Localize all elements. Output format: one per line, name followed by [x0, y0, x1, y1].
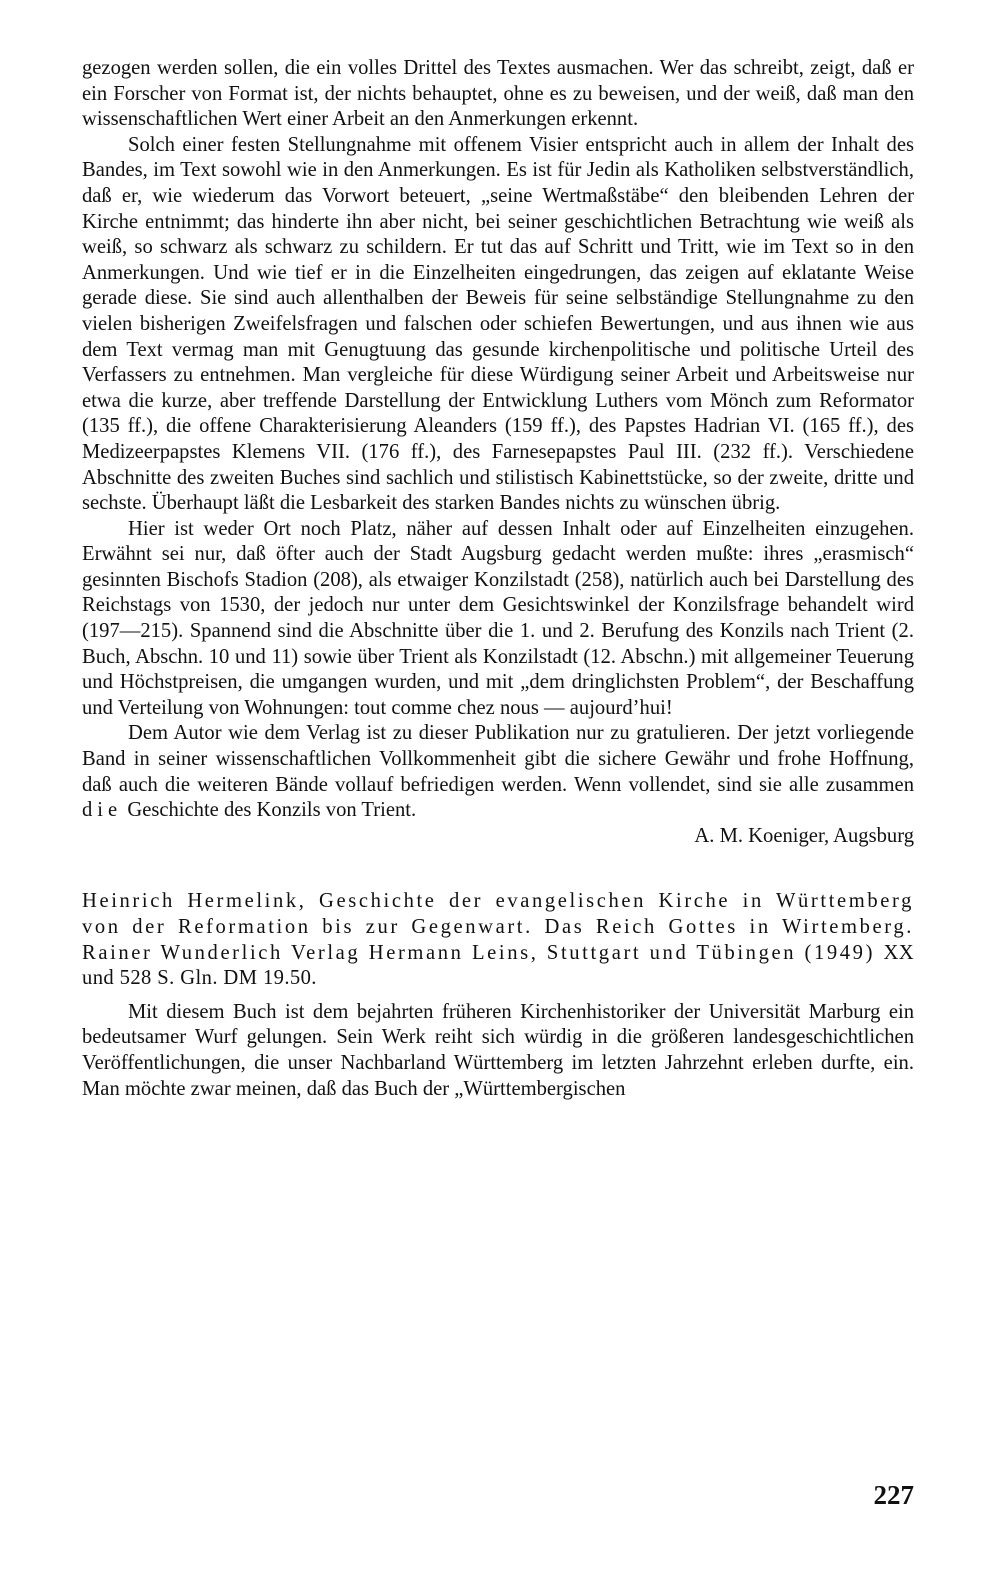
page-number: 227 [873, 1480, 914, 1510]
paragraph-text: Dem Autor wie dem Verlag ist zu dieser Publikation nur zu gratulieren. Der jetzt vorliegende Band in seiner wissenschaftlichen Vollkommenheit gibt die sichere Gewähr und frohe Hoffnung, daß auch die weiteren Bände vollauf befriedigen werden. Wenn vollendet, sind sie alle zusammen [82, 722, 914, 796]
book-citation-heading [82, 889, 914, 991]
citation-title: Heinrich Hermelink, Geschichte der evangelischen Kirche in Württemberg von der Reformation bis zur Gegenwart. Das Reich Gottes in Wirtemberg. Rainer Wunderlich Verlag Hermann Leins, Stuttgart und Tübingen (1949) [82, 890, 914, 964]
review-paragraph-4 [82, 721, 914, 823]
review-paragraph-3: Hier ist weder Ort noch Platz, näher auf dessen Inhalt oder auf Einzelheiten einzugehen. Erwähnt sei nur, daß öfter auch der Stadt Augsburg gedacht werden mußte: ihres „erasmisch“ gesinnten Bischofs Stadion (208), als etwaiger Konzilstadt (258), natürlich auch bei Darstellung des Reichstags von 1530, der jedoch nur unter dem Gesichtswinkel der Konzilsfrage behandelt wird (197—215). Spannend sind die Abschnitte über die 1. und 2. Berufung des Konzils nach Trient (2. Buch, Abschn. 10 und 11) sowie über Trient als Konzilstadt (12. Abschn.) mit allgemeiner Teuerung und Höchstpreisen, die umgangen wurden, und mit „dem dringlichsten Problem“, der Beschaffung und Verteilung von Wohnungen: tout comme chez nous — aujourd’hui! [82, 517, 914, 719]
citation-meta: XX und 528 S. Gln. DM 19.50. [82, 941, 914, 990]
review-paragraph-2: Solch einer festen Stellungnahme mit offenem Visier entspricht auch in allem der Inhalt des Bandes, im Text sowohl wie in den Anmerkungen. Es ist für Jedin als Katholiken selbstverständlich, daß er, wie wiederum das Vorwort beteuert, „seine Wertmaßstäbe“ den bleibenden Lehren der Kirche entnimmt; das hinderte ihn aber nicht, bei seiner geschichtlichen Betrachtung wie weiß als weiß, so schwarz als schwarz zu schildern. Er tut das auf Schritt und Tritt, wie im Text so in den Anmerkungen. Und wie tief er in die Einzelheiten eingedrungen, das zeigen auf eklatante Weise gerade diese. Sie sind auch allenthalben der Beweis für seine selbständige Stellungnahme zu den vielen bisherigen Zweifelsfragen und falschen oder schiefen Bewertungen, und aus ihnen wie aus dem Text vermag man mit Genugtuung das gesunde kirchenpolitische und politische Urteil des Verfassers zu entnehmen. Man vergleiche für diese Würdigung seiner Arbeit und Arbeitsweise nur etwa die kurze, aber treffende Darstellung der Entwicklung Luthers vom Mönch zum Reformator (135 ff.), die offene Charakterisierung Aleanders (159 ff.), des Papstes Hadrian VI. (165 ff.), des Medizeerpapstes Klemens VII. (176 ff.), des Farnesepapstes Paul III. (232 ff.). Verschiedene Abschnitte des zweiten Buches sind sachlich und stilistisch Kabinettstücke, so der zweite, dritte und sechste. Überhaupt läßt die Lesbarkeit des starken Bandes nichts zu wünschen übrig. [82, 133, 914, 515]
paragraph-text: Geschichte des Konzils von Trient. [122, 799, 417, 822]
review-paragraph-5: Mit diesem Buch ist dem bejahrten früheren Kirchenhistoriker der Universität Marburg ein bedeutsamer Wurf gelungen. Sein Werk reiht sich würdig in die größeren landesgeschichtlichen Veröffentlichungen, die unser Nachbarland Württemberg im letzten Jahrzehnt erleben durfte, ein. Man möchte zwar meinen, daß das Buch der „Württembergischen [82, 1000, 914, 1100]
emphasized-word: die [82, 799, 123, 822]
section-divider [82, 849, 914, 889]
page-body [82, 56, 914, 1102]
reviewer-signature: A. M. Koeniger, Augsburg [694, 824, 914, 847]
review-paragraph-1: gezogen werden sollen, die ein volles Drittel des Textes ausmachen. Wer das schreibt, zeigt, daß er ein Forscher von Format ist, der nichts behauptet, ohne es zu beweisen, und der weiß, daß man den wissenschaftlichen Wert einer Arbeit an den Anmerkungen erkennt. [82, 57, 914, 131]
